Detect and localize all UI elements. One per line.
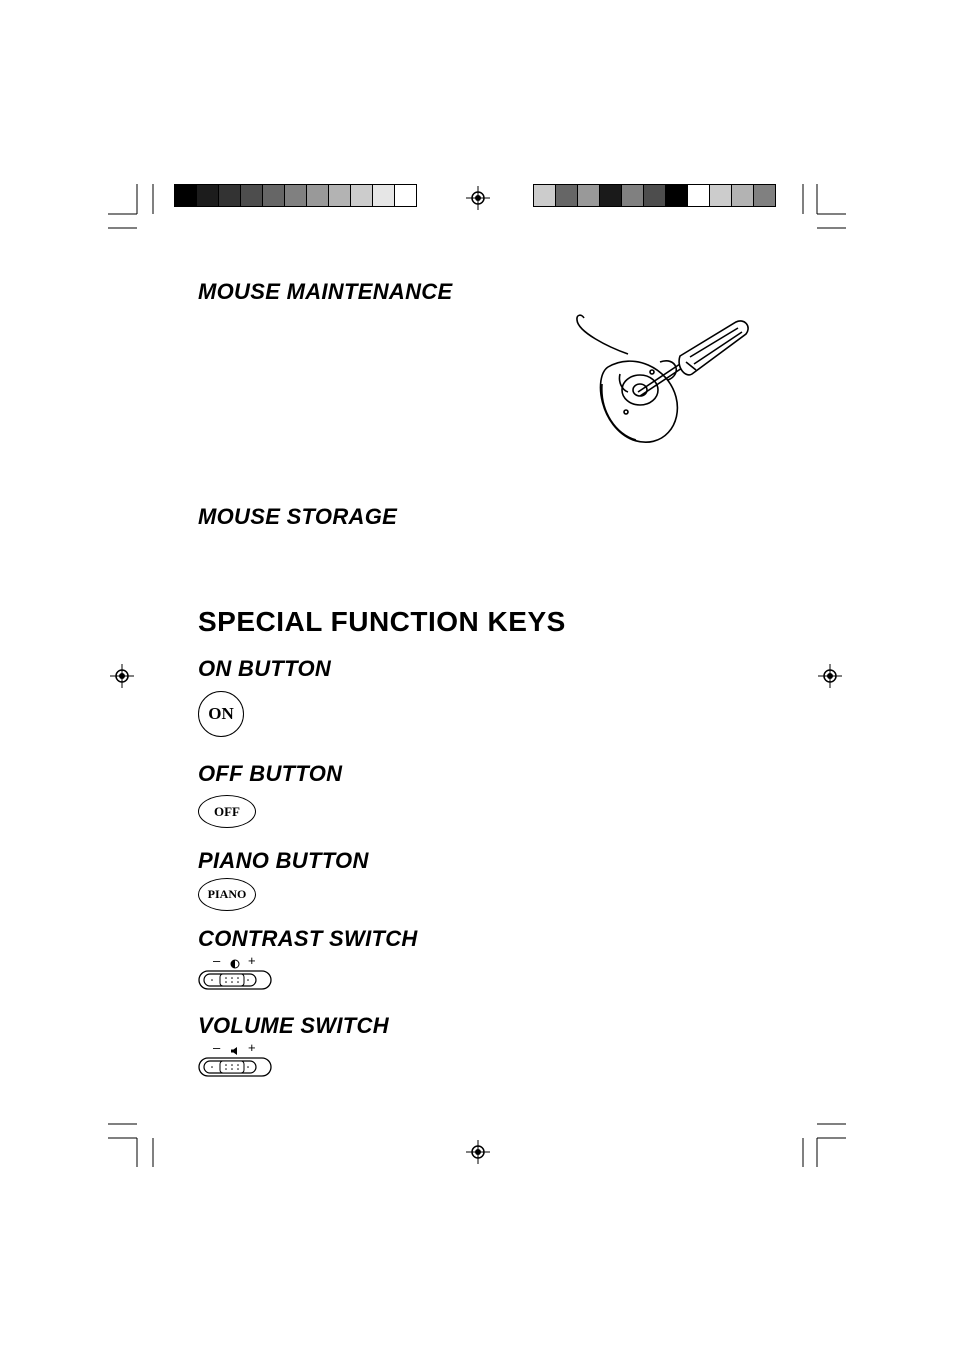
minus-symbol: – <box>213 953 221 968</box>
off-button-icon <box>198 795 256 828</box>
mouse-screwdriver-illustration <box>568 312 758 447</box>
color-swatch <box>556 185 578 206</box>
heading-off-button: OFF BUTTON <box>198 761 343 786</box>
color-swatch <box>534 185 556 206</box>
color-swatch <box>351 185 373 206</box>
heading-contrast-switch: CONTRAST SWITCH <box>198 926 418 951</box>
off-label: OFF <box>214 803 240 819</box>
color-swatch <box>578 185 600 206</box>
on-button-icon <box>198 691 244 737</box>
color-swatch <box>241 185 263 206</box>
color-swatch <box>329 185 351 206</box>
color-bar-left <box>174 184 417 207</box>
registration-mark-icon <box>110 664 134 688</box>
piano-button-icon <box>198 878 256 911</box>
registration-mark-icon <box>818 664 842 688</box>
registration-mark-icon <box>466 186 490 210</box>
color-swatch <box>688 185 710 206</box>
heading-piano-button: PIANO BUTTON <box>198 848 369 873</box>
color-swatch <box>307 185 329 206</box>
color-swatch <box>600 185 622 206</box>
color-bar-right <box>533 184 776 207</box>
volume-switch-icon <box>198 1040 274 1079</box>
color-swatch <box>666 185 688 206</box>
color-swatch <box>644 185 666 206</box>
speaker-icon <box>230 1046 240 1056</box>
piano-label: PIANO <box>207 887 247 901</box>
color-swatch <box>263 185 285 206</box>
color-swatch <box>710 185 732 206</box>
plus-symbol: + <box>248 1040 256 1055</box>
color-swatch <box>285 185 307 206</box>
color-swatch <box>197 185 219 206</box>
heading-volume-switch: VOLUME SWITCH <box>198 1013 389 1038</box>
registration-mark-icon <box>466 1140 490 1164</box>
minus-symbol: – <box>213 1040 221 1055</box>
on-label: ON <box>208 704 234 723</box>
color-swatch <box>219 185 241 206</box>
heading-mouse-storage: MOUSE STORAGE <box>198 504 398 529</box>
color-swatch <box>395 185 416 206</box>
contrast-icon <box>230 959 240 969</box>
heading-mouse-maintenance: MOUSE MAINTENANCE <box>198 279 453 304</box>
color-swatch <box>622 185 644 206</box>
heading-special-function-keys: SPECIAL FUNCTION KEYS <box>198 606 566 637</box>
color-swatch <box>373 185 395 206</box>
color-swatch <box>175 185 197 206</box>
color-swatch <box>732 185 754 206</box>
contrast-switch-icon <box>198 953 274 992</box>
plus-symbol: + <box>248 953 256 968</box>
color-swatch <box>754 185 775 206</box>
heading-on-button: ON BUTTON <box>198 656 332 681</box>
